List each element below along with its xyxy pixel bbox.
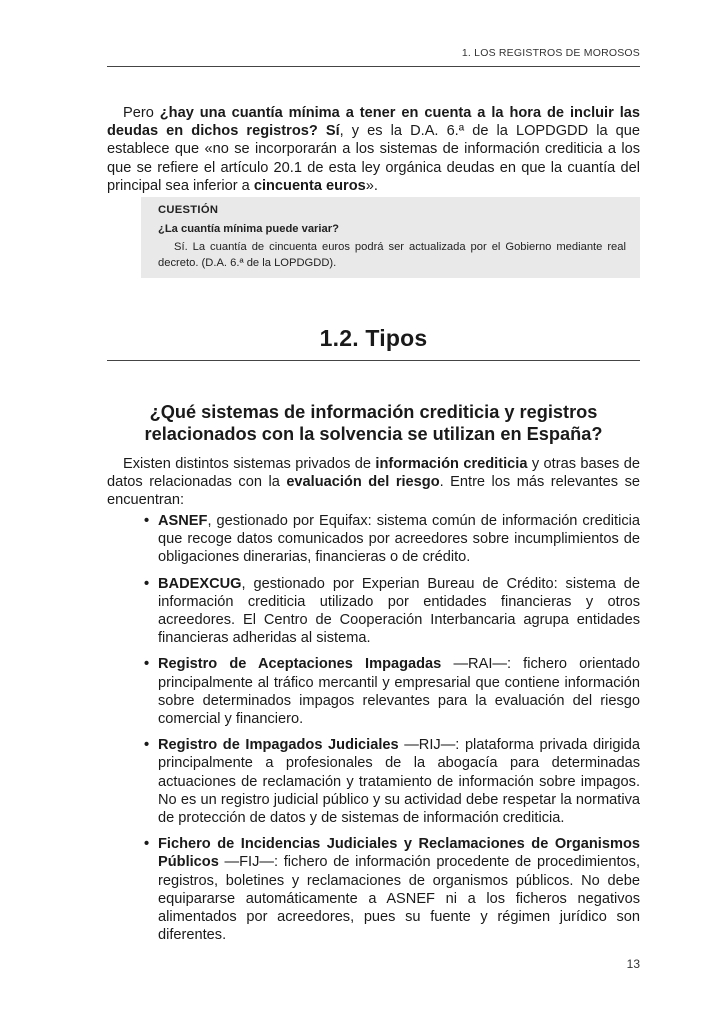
question-box-title: CUESTIÓN bbox=[158, 204, 219, 216]
list-item bbox=[107, 736, 640, 827]
list-item-text: , gestionado por Equifax: sistema común de información crediticia que recoge datos comunicados por acreedores sobre incumplimientos de obligaciones dinerarias, financieras o de crédito. bbox=[158, 513, 640, 566]
body-text-2: y otras bases de datos relacionadas con la bbox=[107, 456, 640, 491]
bullet-marker: • bbox=[144, 656, 150, 673]
running-header: 1. LOS REGISTROS DE MOROSOS bbox=[461, 47, 640, 59]
bullet-marker: • bbox=[144, 737, 150, 754]
body-bold-2: evaluación del riesgo bbox=[286, 474, 440, 491]
list-item-bold: Registro de Aceptaciones Impagadas bbox=[158, 656, 442, 673]
question-box-question: ¿La cuantía mínima puede variar? bbox=[158, 222, 339, 235]
bullet-marker: • bbox=[144, 513, 150, 529]
intro-bold-amount: cincuenta euros bbox=[253, 177, 366, 194]
list-item-text: —FIJ—: fichero de información procedente de procedimientos, registros, boletines y reclamaciones de organismos públicos. No debe equipararse automáticamente a ASNEF ni a los ficheros negativos alimentados por acreedores, pues su fuente y régimen jurídico son diferentes. bbox=[158, 854, 640, 944]
intro-text-2 bbox=[318, 123, 326, 139]
list-item bbox=[107, 575, 640, 648]
intro-bold-question: ¿hay una cuantía mínima a tener en cuenta a la hora de incluir las deudas en dichos registros? bbox=[107, 105, 640, 140]
body-text-3: . Entre los más relevantes se encuentran: bbox=[107, 474, 640, 509]
bullet-marker: • bbox=[144, 836, 150, 853]
header-divider bbox=[107, 66, 640, 67]
registry-list bbox=[107, 512, 640, 952]
list-item-bold: Registro de Impagados Judiciales bbox=[158, 737, 399, 754]
list-item-text: —RIJ—: plataforma privada dirigida principalmente a profesionales de la abogacía para determinadas actuaciones de reclamación y tratamiento de información sobre impagos. No es un registro judicial público y su actividad debe respetar la normativa de protección de datos y de sistemas de información crediticia. bbox=[158, 737, 640, 827]
subsection-title: ¿Qué sistemas de información crediticia y registros relacionados con la solvencia se utilizan en España? bbox=[144, 402, 603, 444]
intro-bold-answer: Sí bbox=[325, 123, 340, 140]
list-item bbox=[107, 512, 640, 567]
bullet-marker: • bbox=[144, 575, 150, 592]
page-number: 13 bbox=[626, 957, 640, 971]
section-title: 1.2. Tipos bbox=[319, 325, 428, 351]
list-item-text: —RAI—: fichero orientado principalmente al tráfico mercantil y empresarial que contiene información sobre determinados impagos relevantes para la evaluación del riesgo comercial y financiero. bbox=[158, 656, 640, 728]
body-paragraph bbox=[107, 455, 640, 510]
list-item-text: , gestionado por Experian Bureau de Crédito: sistema de información crediticia utilizado por entidades financieras y otros acreedores. El Centro de Cooperación Interbancaria agrupa entidades financieras adheridas al sistema. bbox=[158, 575, 640, 647]
body-bold-1: información crediticia bbox=[375, 456, 528, 472]
intro-text-1: Pero bbox=[123, 105, 160, 121]
intro-text-3: , y es la D.A. 6.ª de la LOPDGDD la que establece que «no se incorporarán a los sistemas de información crediticia a los que se refiere el artículo 20.1 de esta ley orgánica deudas en que la cuantía del principal sea inferior a bbox=[107, 123, 641, 194]
question-box bbox=[141, 197, 640, 278]
list-item-bold: ASNEF bbox=[158, 513, 208, 529]
list-item bbox=[107, 835, 640, 944]
intro-paragraph bbox=[107, 104, 640, 195]
question-box-answer: Sí. La cuantía de cincuenta euros podrá ser actualizada por el Gobierno mediante real decreto. (D.A. 6.ª de la LOPDGDD). bbox=[158, 241, 626, 269]
list-item bbox=[107, 655, 640, 728]
section-divider bbox=[107, 360, 640, 361]
list-item-bold: BADEXCUG bbox=[158, 575, 242, 592]
body-text-1: Existen distintos sistemas privados de bbox=[123, 456, 376, 472]
list-item-bold: Fichero de Incidencias Judiciales y Reclamaciones de Organismos Públicos bbox=[158, 836, 640, 871]
intro-text-4: ». bbox=[365, 177, 378, 194]
